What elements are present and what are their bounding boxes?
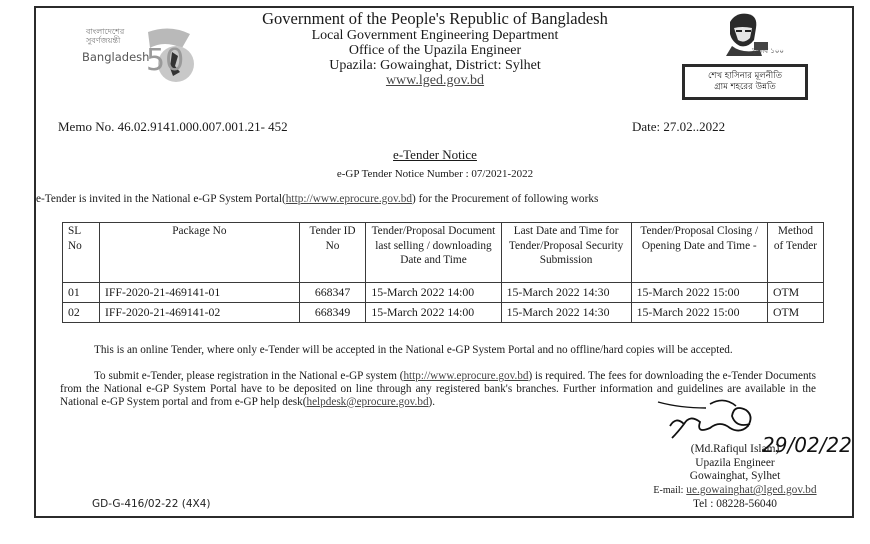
col-security-submission: Last Date and Time for Tender/Proposal Security Submission <box>501 223 631 283</box>
invite-suffix: ) for the Procurement of following works <box>412 193 599 205</box>
logo-bangla-text: বাংলাদেশের সুবর্ণজয়ন্তী <box>86 27 125 45</box>
signatory-designation: Upazila Engineer <box>695 456 775 469</box>
cell-sl: 02 <box>63 303 100 323</box>
golden-jubilee-logo <box>82 26 202 86</box>
signatory-location: Gowainghat, Sylhet <box>689 470 781 483</box>
helpdesk-email-link[interactable]: helpdesk@eprocure.gov.bd <box>306 395 429 408</box>
cell-package: IFF-2020-21-469141-02 <box>99 303 299 323</box>
invite-prefix: e-Tender is invited in the National e-GP System Portal( <box>36 193 286 205</box>
slogan-line-1: শেখ হাসিনার মূলনীতি <box>707 71 783 81</box>
cell-doc-last-selling: 15-March 2022 14:00 <box>366 283 501 303</box>
paragraph-2-suffix: ). <box>428 395 436 408</box>
mujib-100-label: মুজিব ১০০ <box>752 47 784 55</box>
paragraph-1-text: This is an online Tender, where only e-Tender will be accepted in the National e-GP System Portal and no offline/hard copies will be accepted. <box>94 344 733 356</box>
col-package: Package No <box>99 223 299 283</box>
notice-number: e-GP Tender Notice Number : 07/2021-2022 <box>336 168 534 180</box>
website-link[interactable]: www.lged.gov.bd <box>385 73 485 89</box>
slogan-box <box>682 64 808 100</box>
cell-security-submission: 15-March 2022 14:30 <box>501 283 631 303</box>
cell-closing-opening: 15-March 2022 15:00 <box>631 283 767 303</box>
paragraph-2-prefix: To submit e-Tender, please registration in the National e-GP system ( <box>94 370 404 382</box>
header-government: Government of the People's Republic of Bangladesh <box>262 9 608 28</box>
signatory-tel: Tel : 08228-56040 <box>693 497 777 510</box>
header-upazila: Upazila: Gowainghat, District: Sylhet <box>329 58 541 74</box>
cell-tender-id: 668347 <box>299 283 366 303</box>
email-label: E-mail: <box>653 485 684 497</box>
memo-number: Memo No. 46.02.9141.000.007.001.21- 452 <box>58 119 288 134</box>
cell-doc-last-selling: 15-March 2022 14:00 <box>366 303 501 323</box>
col-method: Method of Tender <box>767 223 823 283</box>
cell-tender-id: 668349 <box>299 303 366 323</box>
col-doc-last-selling: Tender/Proposal Document last selling / downloading Date and Time <box>366 223 501 283</box>
cell-method: OTM <box>767 283 823 303</box>
eprocure-link-2[interactable]: http://www.eprocure.gov.bd <box>403 370 529 382</box>
invitation-text <box>36 193 598 205</box>
header-office: Office of the Upazila Engineer <box>348 42 522 58</box>
publication-code: GD-G-416/02-22 (4X4) <box>92 498 211 510</box>
emblem-number: 50 <box>146 43 185 78</box>
col-closing-opening: Tender/Proposal Closing / Opening Date and Time - <box>631 223 767 283</box>
table-header-row <box>63 223 824 283</box>
signature-date: 29/02/22 <box>762 433 852 457</box>
signatory-email-line <box>600 484 870 498</box>
table-row <box>63 283 824 303</box>
cell-sl: 01 <box>63 283 100 303</box>
header-department: Local Government Engineering Department <box>311 27 559 43</box>
cell-package: IFF-2020-21-469141-01 <box>99 283 299 303</box>
table-row <box>63 303 824 323</box>
memo-date: Date: 27.02..2022 <box>632 119 726 134</box>
col-tender-id: Tender ID No <box>299 223 366 283</box>
signature-block <box>600 443 870 511</box>
notice-title: e-Tender Notice <box>393 147 477 162</box>
signatory-name: (Md.Rafiqul Islam) <box>690 443 780 455</box>
cell-method: OTM <box>767 303 823 323</box>
cell-closing-opening: 15-March 2022 15:00 <box>631 303 767 323</box>
slogan-line-2: গ্রাম শহরের উন্নতি <box>714 82 776 93</box>
cell-security-submission: 15-March 2022 14:30 <box>501 303 631 323</box>
signatory-email-link[interactable]: ue.gowainghat@lged.gov.bd <box>686 484 817 497</box>
logo-english-text: Bangladesh <box>82 50 150 64</box>
letterhead <box>200 10 670 88</box>
paragraph-2-middle: ) is required. The fees for downloading the e-Tender Documents from the National e-GP System Portal have to be deposited on line through any registered bank's branches. Further information and guidelines are available in the National e-GP System portal and from e-GP help desk( <box>60 370 816 408</box>
eprocure-link[interactable]: http://www.eprocure.gov.bd <box>285 193 413 205</box>
col-sl: SL No <box>63 223 100 283</box>
fifty-emblem-icon <box>142 26 198 84</box>
mujib-100-logo <box>680 12 820 107</box>
tender-table <box>62 222 824 323</box>
online-tender-paragraph <box>60 344 816 357</box>
